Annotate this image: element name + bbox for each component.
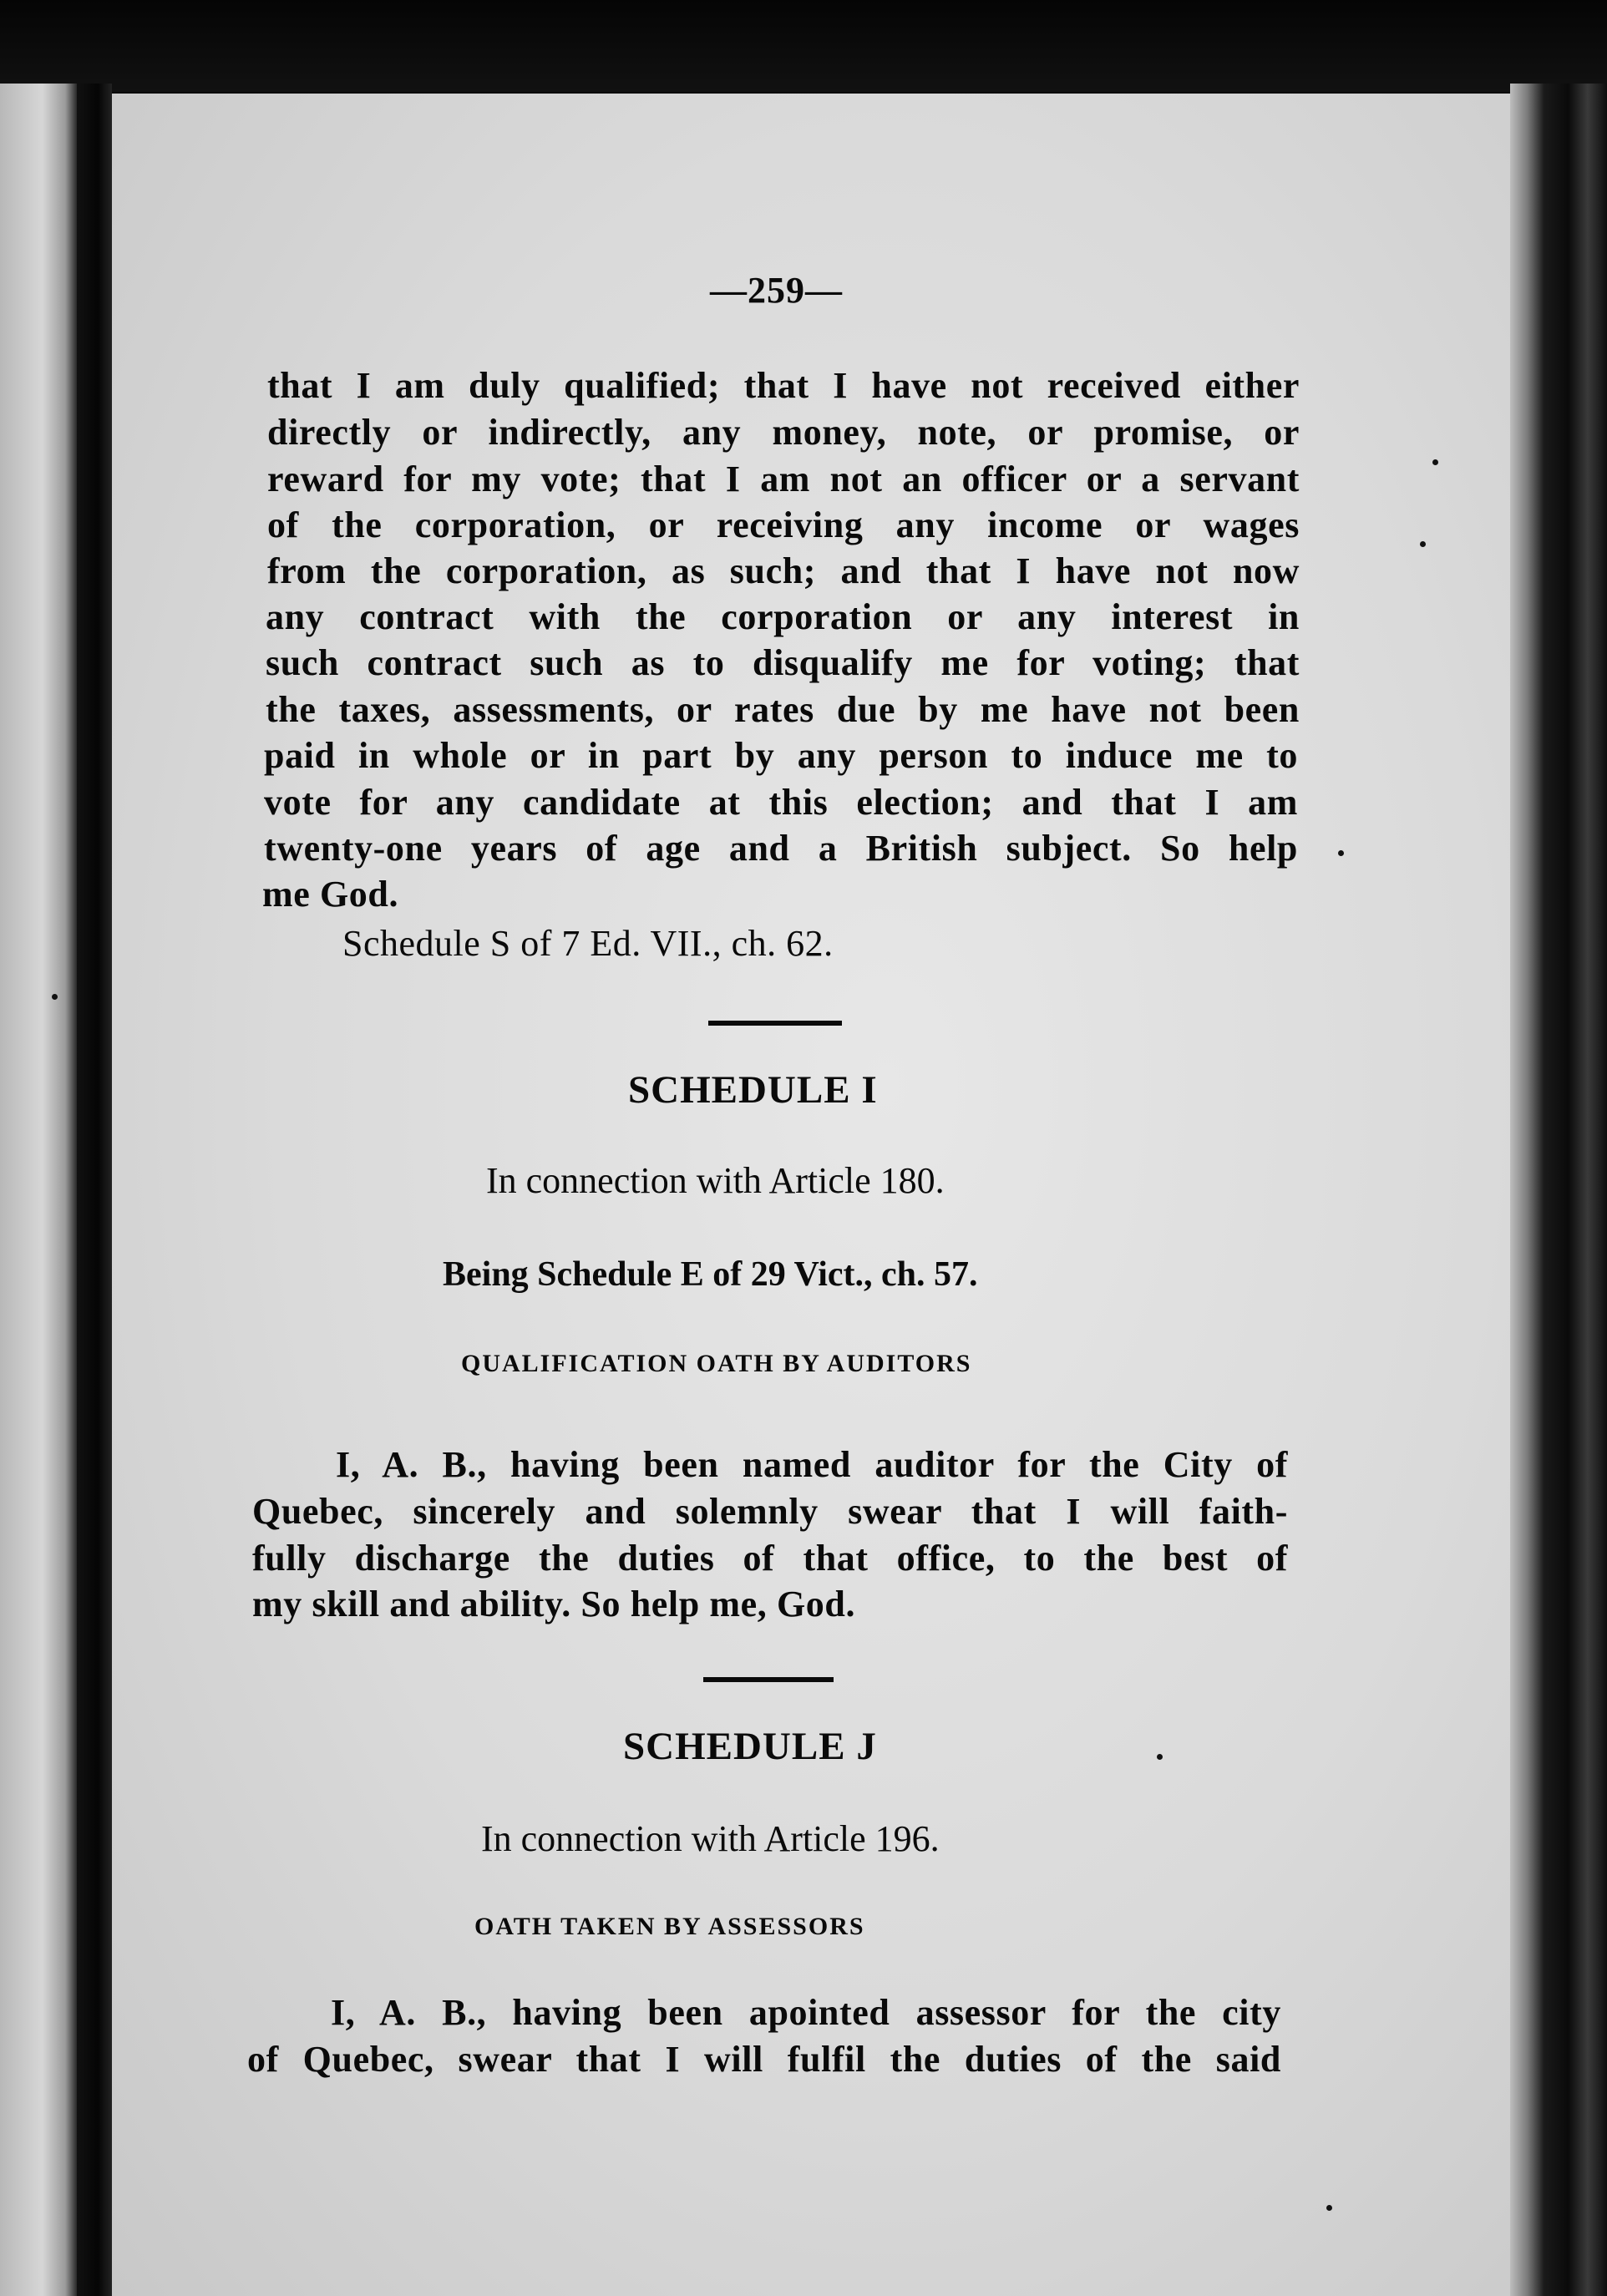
- book-gutter: [77, 84, 112, 2296]
- schedule-j-connection: In connection with Article 196.: [481, 1818, 940, 1859]
- schedule-j-heading: SCHEDULE J: [623, 1725, 877, 1768]
- scan-top-border: [0, 0, 1607, 92]
- paragraph-line: I, A. B., having been apointed assessor for the city: [331, 1992, 1281, 2033]
- paragraph-line: me God.: [262, 874, 399, 915]
- paragraph-line: that I am duly qualified; that I have not received either: [267, 365, 1300, 406]
- paragraph-line: I, A. B., having been named auditor for the City of: [336, 1444, 1288, 1485]
- paragraph-line: twenty-one years of age and a British subject. So help: [264, 828, 1298, 869]
- paragraph-line: of Quebec, swear that I will fulfil the duties of the said: [247, 2039, 1281, 2080]
- scan-speck: [1432, 459, 1438, 465]
- schedule-i-oath-title: QUALIFICATION OATH BY AUDITORS: [461, 1350, 972, 1377]
- section-divider: [703, 1677, 834, 1682]
- paragraph-line: the taxes, assessments, or rates due by me have not been: [266, 689, 1300, 730]
- page-right-edge: [1510, 84, 1607, 2296]
- section-divider: [708, 1021, 842, 1026]
- paragraph-line: from the corporation, as such; and that I have not now: [267, 550, 1300, 591]
- scan-speck: [52, 994, 58, 1000]
- page-number: —259—: [710, 270, 843, 311]
- paragraph-line: paid in whole or in part by any person to induce me to: [264, 735, 1298, 776]
- paragraph-line: such contract such as to disqualify me for voting; that: [266, 642, 1300, 683]
- facing-page-edge: [0, 84, 77, 2296]
- scan-speck: [1157, 1754, 1163, 1760]
- scan-speck: [1338, 850, 1344, 856]
- paragraph-line: my skill and ability. So help me, God.: [252, 1584, 856, 1624]
- scan-speck: [1420, 541, 1426, 547]
- paragraph-line: of the corporation, or receiving any income or wages: [267, 504, 1300, 545]
- paragraph-line: vote for any candidate at this election; and that I am: [264, 782, 1298, 823]
- paragraph-line: reward for my vote; that I am not an officer or a servant: [267, 459, 1300, 499]
- schedule-i-heading: SCHEDULE I: [628, 1068, 878, 1112]
- schedule-i-source: Being Schedule E of 29 Vict., ch. 57.: [443, 1255, 978, 1294]
- paragraph-line: Quebec, sincerely and solemnly swear that I will faith-: [252, 1491, 1288, 1532]
- schedule-citation: Schedule S of 7 Ed. VII., ch. 62.: [342, 923, 834, 964]
- schedule-i-connection: In connection with Article 180.: [486, 1160, 945, 1201]
- schedule-j-oath-title: OATH TAKEN BY ASSESSORS: [474, 1913, 865, 1940]
- paragraph-line: any contract with the corporation or any interest in: [266, 596, 1300, 637]
- paragraph-line: directly or indirectly, any money, note, or promise, or: [267, 412, 1300, 453]
- paragraph-line: fully discharge the duties of that office, to the best of: [252, 1538, 1288, 1579]
- scan-speck: [1326, 2205, 1332, 2211]
